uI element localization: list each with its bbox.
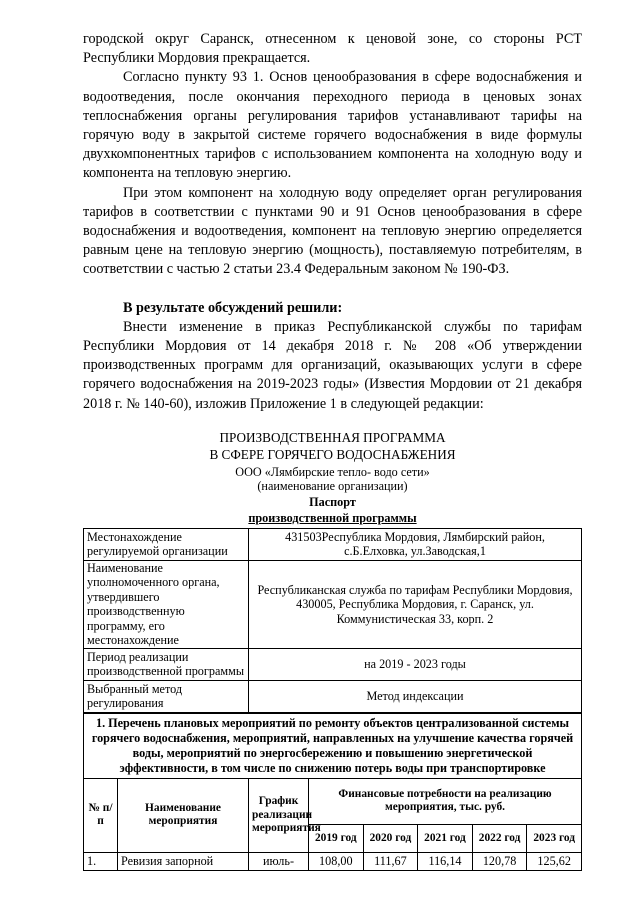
passport-label: Период реализации производственной программы xyxy=(84,648,249,680)
passport-table xyxy=(83,528,582,713)
table-row xyxy=(84,528,582,560)
table-row xyxy=(84,680,582,712)
row-value: 125,62 xyxy=(527,852,582,870)
row-value: 116,14 xyxy=(418,852,473,870)
table-row xyxy=(84,713,582,778)
year-header: 2021 год xyxy=(418,824,473,852)
column-header-schedule: График реализации мероприятия xyxy=(249,778,309,852)
intro-line: городской округ Саранск, отнесенном к ценовой зоне, со стороны РСТ Республики Мордовия прекращается. xyxy=(83,31,582,67)
year-header: 2022 год xyxy=(472,824,527,852)
passport-value: 431503Республика Мордовия, Лямбирский район, с.Б.Елховка, ул.Заводская,1 xyxy=(249,528,582,560)
row-number: 1. xyxy=(84,852,118,870)
row-value: 120,78 xyxy=(472,852,527,870)
organization-note: (наименование организации) xyxy=(257,479,408,494)
year-header: 2019 год xyxy=(309,824,364,852)
passport-subtitle: производственной программы xyxy=(248,510,417,525)
row-value: 108,00 xyxy=(309,852,364,870)
year-header: 2020 год xyxy=(363,824,418,852)
measures-table xyxy=(83,713,582,871)
table-row xyxy=(84,648,582,680)
table-row xyxy=(84,852,582,870)
row-value: 111,67 xyxy=(363,852,418,870)
table-row xyxy=(84,560,582,648)
row-schedule: июль- xyxy=(249,852,309,870)
passport-value: Республиканская служба по тарифам Республики Мордовия, 430005, Республика Мордовия, г. Саранск, ул. Коммунистическая 33, корп. 2 xyxy=(249,560,582,648)
organization-name: ООО «Лямбирские тепло- водо сети» xyxy=(235,464,430,479)
program-title-1: ПРОИЗВОДСТВЕННАЯ ПРОГРАММА xyxy=(219,429,446,445)
intro-paragraph-2: Согласно пункту 93 1. Основ ценообразования в сфере водоснабжения и водоотведения, после окончания переходного периода в ценовых зонах теплоснабжения органы регулирования тарифов устанавливают тарифы на горячую воду в закрытой системе горячего водоснабжения в виде формулы двухкомпонентных тарифов с использованием компонента на холодную воду и компонента на тепловую энергию. xyxy=(83,69,582,182)
column-header-number: № п/п xyxy=(84,778,118,852)
passport-label: Наименование уполномоченного органа, утвердившего производственную программу, его местонахождение xyxy=(84,560,249,648)
passport-value: Метод индексации xyxy=(249,680,582,712)
passport-label: Местонахождение регулируемой организации xyxy=(84,528,249,560)
passport-label: Выбранный метод регулирования xyxy=(84,680,249,712)
year-header: 2023 год xyxy=(527,824,582,852)
intro-paragraph-3: При этом компонент на холодную воду определяет орган регулирования тарифов в соответствии с пунктами 90 и 91 Основ ценообразования в сфере водоснабжения и водоотведения, компонент на тепловую энергию определяется равным цене на тепловую энергию (мощность), поставляемую потребителям, в соответствии с частью 2 статьи 23.4 Федеральным законом № 190-ФЗ. xyxy=(83,184,582,278)
passport-value: на 2019 - 2023 годы xyxy=(249,648,582,680)
table-header-row xyxy=(84,778,582,824)
row-name: Ревизия запорной xyxy=(118,852,249,870)
decision-heading: В результате обсуждений решили: xyxy=(123,299,343,316)
program-title-2: В СФЕРЕ ГОРЯЧЕГО ВОДОСНАБЖЕНИЯ xyxy=(209,446,456,462)
section-title: 1. Перечень плановых мероприятий по ремонту объектов централизованной системы горячего водоснабжения, мероприятий, направленных на улучшение качества горячей воды, мероприятий по энергосбережению и повышению энергетической эффективности, в том числе по снижению потерь воды при транспортировке xyxy=(84,713,582,778)
document-page xyxy=(83,30,582,871)
passport-title: Паспорт xyxy=(309,494,356,509)
decision-text: Внести изменение в приказ Республиканской службы по тарифам Республики Мордовия от 14 декабря 2018 г. № 208 «Об утверждении производственных программ для организаций, оказывающих услуги в сфере горячего водоснабжения на 2019-2023 годы» (Известия Мордовии от 21 декабря 2018 г. № 140-60), изложив Приложение 1 в следующей редакции: xyxy=(83,318,582,412)
column-header-finance: Финансовые потребности на реализацию мероприятия, тыс. руб. xyxy=(309,778,582,824)
column-header-name: Наименование мероприятия xyxy=(118,778,249,852)
